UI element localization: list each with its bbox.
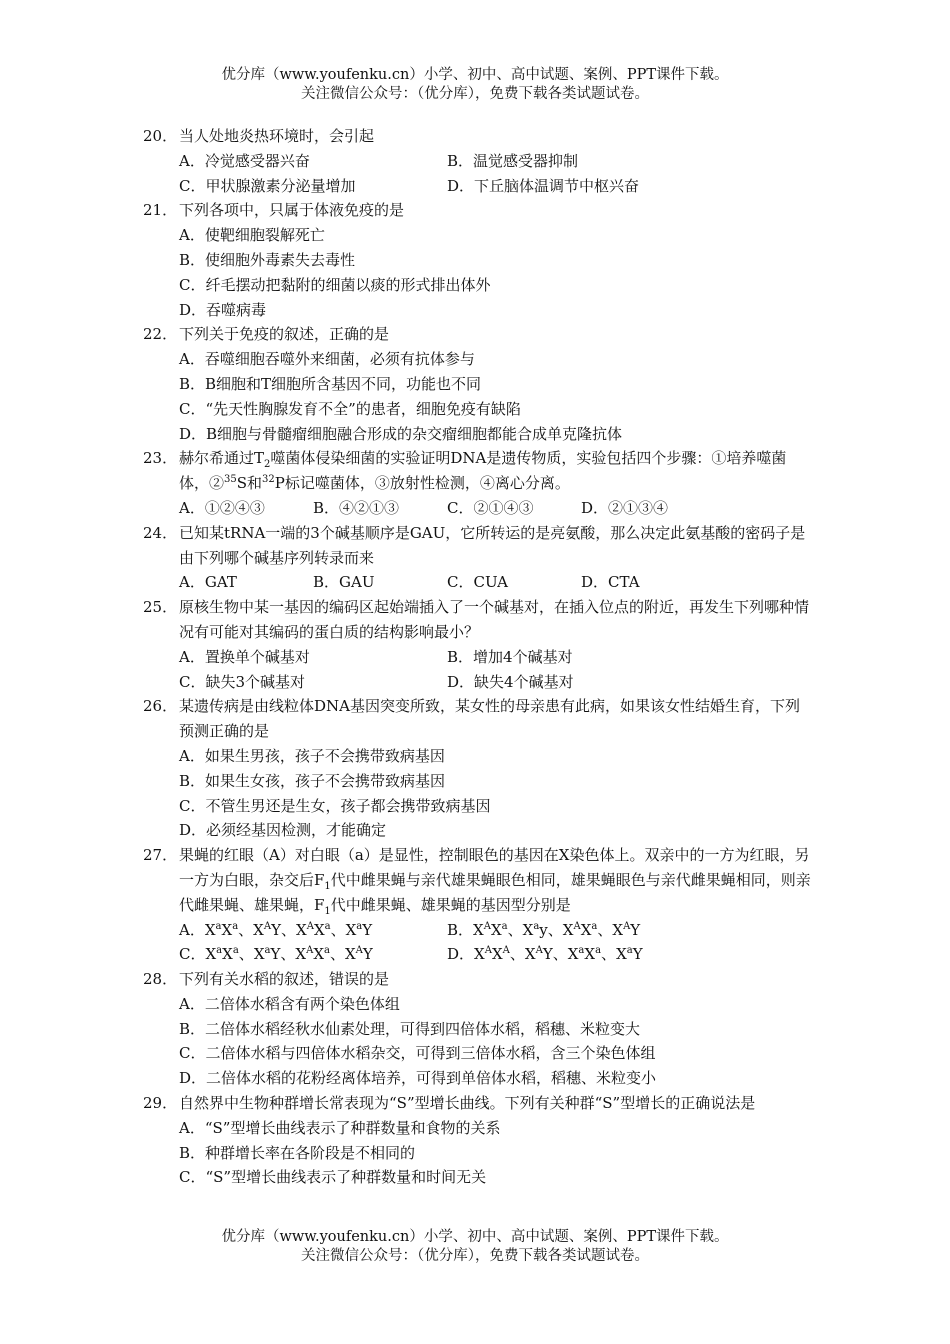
- stem-superscript: 32: [262, 474, 275, 486]
- stem-subscript: 1: [324, 905, 331, 917]
- option-c: C．CUA: [447, 573, 508, 592]
- question-stem: 下列有关水稻的叙述，错误的是: [179, 970, 390, 989]
- question-number: 28．: [143, 970, 178, 989]
- question-stem: [179, 843, 813, 917]
- question-25: [143, 595, 813, 645]
- option-a: A．$X^aX^a$、$X^AY$、$X^AX^a$、$X^aY$: [179, 920, 373, 939]
- question-stem: 原核生物中某一基因的编码区起始端插入了一个碱基对，在插入位点的附近，再发生下列哪种情况有可能对其编码的蛋白质的结构影响最小？: [179, 598, 810, 641]
- option-a: A．“S”型增长曲线表示了种群数量和食物的关系: [179, 1118, 501, 1137]
- option-d: D．必须经基因检测，才能确定: [179, 821, 387, 840]
- option-b: B．使细胞外毒素失去毒性: [179, 250, 356, 269]
- footer-line-1: 优分库（www.youfenku.cn）小学、初中、高中试题、案例、PPT课件下载。: [221, 1229, 729, 1245]
- option-c: C．“S”型增长曲线表示了种群数量和时间无关: [179, 1168, 487, 1187]
- option-a: A．冷觉感受器兴奋: [179, 151, 310, 170]
- option-a: A．吞噬细胞吞噬外来细菌，必须有抗体参与: [179, 350, 475, 369]
- question-24: [143, 521, 813, 571]
- stem-subscript: 1: [324, 880, 331, 892]
- option-b: B．如果生女孩，孩子不会携带致病基因: [179, 771, 446, 790]
- option-b: B．种群增长率在各阶段是不相同的: [179, 1143, 416, 1162]
- question-number: 23．: [143, 449, 178, 468]
- option-d: D．B细胞与骨髓瘤细胞融合形成的杂交瘤细胞都能合成单克隆抗体: [179, 424, 623, 443]
- option-a: A．二倍体水稻含有两个染色体组: [179, 994, 400, 1013]
- header-line-1: 优分库（www.youfenku.cn）小学、初中、高中试题、案例、PPT课件下载。: [221, 67, 729, 83]
- question-stem: 已知某tRNA一端的3个碱基顺序是GAU，它所转运的是亮氨酸，那么决定此氨基酸的密码子是由下列哪个碱基序列转录而来: [179, 523, 806, 567]
- question-24-options: [143, 570, 813, 595]
- question-23: [143, 446, 813, 496]
- question-number: 24．: [143, 523, 178, 542]
- stem-part: 果蝇的红眼（A）对白眼（a）是显性，控制眼色的基因在X染色体上。双亲中的一方为红眼，另一方为白眼，杂交后F: [179, 846, 810, 889]
- question-28: [143, 967, 813, 992]
- option-d: D．下丘脑体温调节中枢兴奋: [447, 176, 640, 195]
- option-b: B．$X^AX^a$、$X^ay$、$X^AX^a$、$X^AY$: [447, 920, 641, 939]
- question-number: 25．: [143, 598, 178, 617]
- question-number: 29．: [143, 1094, 178, 1113]
- option-b: B．二倍体水稻经秋水仙素处理，可得到四倍体水稻，稻穗、米粒变大: [179, 1019, 641, 1038]
- option-a: A．GAT: [179, 573, 237, 592]
- question-number: 20．: [143, 127, 178, 145]
- question-number: 26．: [143, 697, 178, 716]
- option-b: B．温觉感受器抑制: [447, 151, 579, 170]
- question-27: [143, 843, 813, 917]
- stem-part: 噬菌体侵染细菌的实验证明DNA是遗传物质，实验包括四个步骤：①培养噬菌体，②: [179, 449, 787, 493]
- question-number: 21．: [143, 201, 178, 220]
- option-c: C．甲状腺激素分泌量增加: [179, 176, 356, 195]
- question-28-options: [143, 992, 813, 1091]
- option-b: B．GAU: [313, 573, 375, 592]
- question-20-options: [143, 149, 813, 199]
- question-22-options: [143, 347, 813, 446]
- question-stem: 自然界中生物种群增长常表现为“S”型增长曲线。下列有关种群“S”型增长的正确说法是: [179, 1094, 756, 1113]
- stem-subscript: 2: [264, 459, 271, 471]
- question-26-options: [143, 744, 813, 843]
- question-27-options: [143, 918, 813, 968]
- question-21-options: [143, 223, 813, 322]
- question-stem: [179, 446, 813, 496]
- question-21: [143, 198, 813, 223]
- option-d: D．$X^AX^A$、$X^AY$、$X^aX^a$、$X^aY$: [447, 945, 643, 964]
- header-line-2: 关注微信公众号：（优分库），免费下载各类试题试卷。: [301, 86, 649, 102]
- stem-superscript: 35: [224, 474, 237, 486]
- option-a: A．置换单个碱基对: [179, 647, 310, 666]
- page-header: [0, 66, 950, 104]
- question-23-options: [143, 496, 813, 521]
- stem-part: S和: [236, 474, 263, 493]
- stem-part: 赫尔希通过T: [179, 449, 265, 468]
- option-b: B．B细胞和T细胞所含基因不同，功能也不同: [179, 374, 482, 393]
- option-d: D．吞噬病毒: [179, 300, 267, 319]
- question-number: 22．: [143, 325, 178, 344]
- option-d: D．②①③④: [581, 498, 669, 517]
- option-c: C．二倍体水稻与四倍体水稻杂交，可得到三倍体水稻，含三个染色体组: [179, 1044, 656, 1063]
- question-stem: 当人处地炎热环境时，会引起: [179, 127, 375, 145]
- option-d: D．二倍体水稻的花粉经离体培养，可得到单倍体水稻，稻穗、米粒变小: [179, 1069, 657, 1088]
- option-c: C．“先天性胸腺发育不全”的患者，细胞免疫有缺陷: [179, 399, 521, 418]
- stem-part: P标记噬菌体，③放射性检测，④离心分离。: [274, 474, 570, 493]
- question-stem: 下列各项中，只属于体液免疫的是: [179, 201, 405, 220]
- option-b: B．增加4个碱基对: [447, 647, 573, 666]
- question-20: [143, 124, 813, 149]
- option-c: C．$X^aX^a$、$X^aY$、$X^AX^a$、$X^AY$: [179, 945, 373, 964]
- option-a: A．使靶细胞裂解死亡: [179, 226, 325, 245]
- question-22: [143, 322, 813, 347]
- stem-part: 代中雌果蝇与亲代雄果蝇眼色相同，雄果蝇眼色与亲代雌果蝇相同，则亲代雌果蝇、雄果蝇，F: [179, 870, 811, 914]
- option-c: C．不管生男还是生女，孩子都会携带致病基因: [179, 796, 491, 815]
- option-d: D．缺失4个碱基对: [447, 672, 574, 691]
- option-c: C．②①④③: [447, 498, 534, 517]
- option-c: C．纤毛摆动把黏附的细菌以痰的形式排出体外: [179, 275, 491, 294]
- option-b: B．④②①③: [313, 498, 400, 517]
- question-29: [143, 1091, 813, 1116]
- question-26: [143, 694, 813, 744]
- question-list: [143, 124, 813, 1190]
- option-d: D．CTA: [581, 573, 640, 592]
- stem-part: 代中雌果蝇、雄果蝇的基因型分别是: [330, 895, 571, 914]
- question-number: 27．: [143, 846, 178, 865]
- question-29-options: [143, 1116, 813, 1190]
- question-25-options: [143, 645, 813, 695]
- page-footer: [0, 1228, 950, 1266]
- option-a: A．①②④③: [179, 498, 265, 517]
- footer-line-2: 关注微信公众号：（优分库），免费下载各类试题试卷。: [301, 1248, 649, 1264]
- option-a: A．如果生男孩，孩子不会携带致病基因: [179, 746, 445, 765]
- question-stem: 某遗传病是由线粒体DNA基因突变所致，某女性的母亲患有此病，如果该女性结婚生育，下列预测正确的是: [179, 697, 800, 741]
- question-stem: 下列关于免疫的叙述，正确的是: [179, 325, 390, 344]
- option-c: C．缺失3个碱基对: [179, 672, 306, 691]
